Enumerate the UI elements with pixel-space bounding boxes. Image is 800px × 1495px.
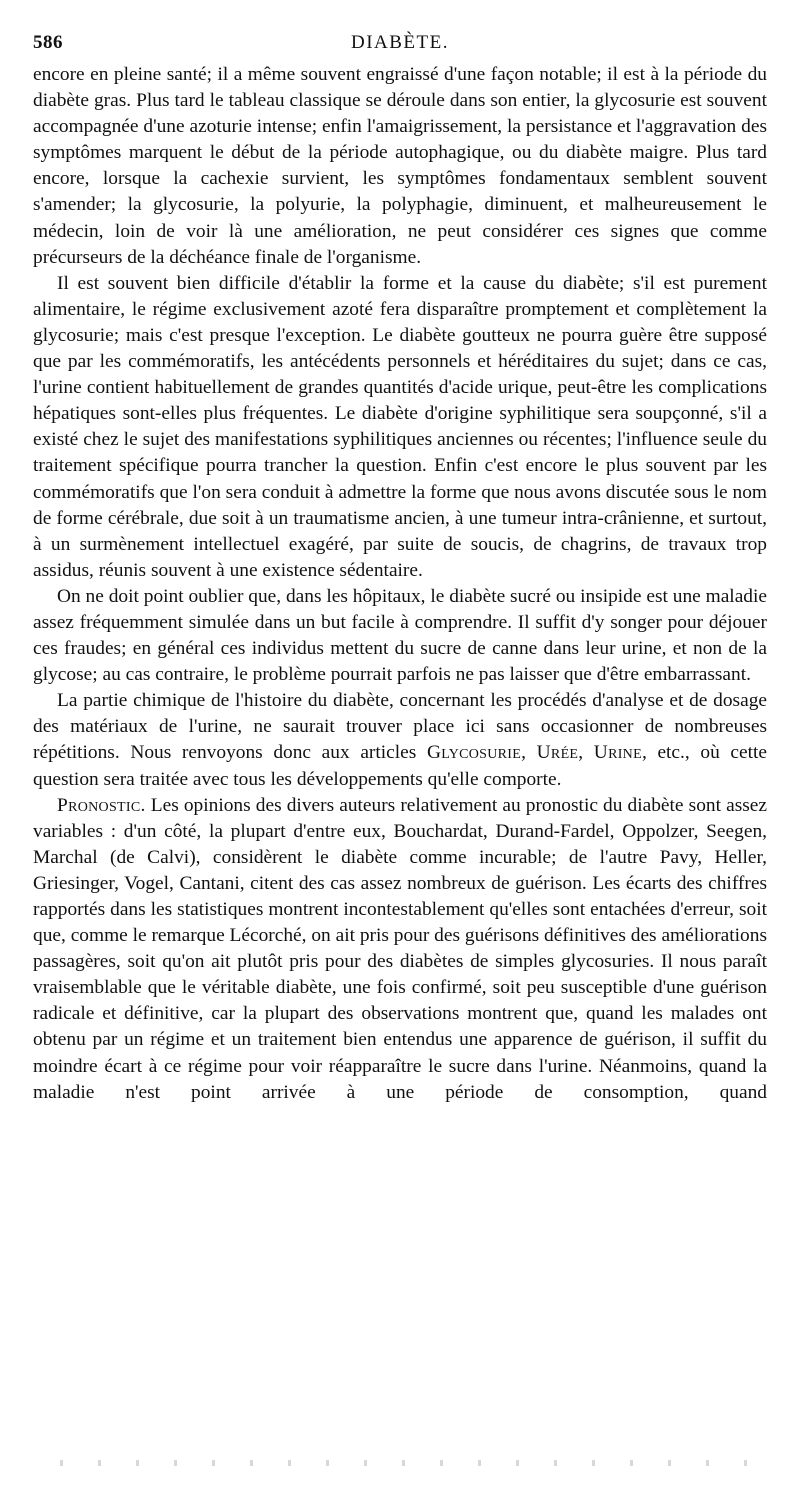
paragraph-4-text-d: , etc., où cette question sera traitée avec tous les développements qu'elle comporte. bbox=[33, 742, 768, 790]
article-ref-glycosurie: Glycosurie bbox=[426, 742, 522, 764]
article-ref-urine: Urine bbox=[593, 742, 642, 764]
paragraph-4 bbox=[33, 688, 767, 792]
paragraph-1: encore en pleine santé; il a même souvent engraissé d'une façon notable; il est à la période du diabète gras. Plus tard le tableau classique se déroule dans son entier, la glycosurie est souvent accompagnée d'une azoturie intense; enfin l'amaigrissement, la persistance et l'aggravation des symptômes marquent le début de la période autophagique, ou du diabète maigre. Plus tard encore, lorsque la cachexie survient, les symptômes fondamentaux semblent souvent s'amender; la glycosurie, la polyurie, la polyphagie, diminuent, et malheureusement le médecin, loin de voir là une amélioration, ne peut considérer ces signes que comme précurseurs de la déchéance finale de l'organisme. bbox=[33, 64, 767, 268]
page-number: 586 bbox=[33, 32, 63, 53]
section-heading-pronostic: Pronostic. bbox=[57, 794, 146, 816]
running-title: DIABÈTE. bbox=[350, 32, 449, 53]
body-text bbox=[33, 62, 767, 1106]
paragraph-3: On ne doit point oublier que, dans les hôpitaux, le diabète sucré ou insipide est une maladie assez fréquemment simulée dans un but facile à comprendre. Il suffit d'y songer pour déjouer ces fraudes; en général ces individus mettent du sucre de canne dans leur urine, et non de la glycose; au cas contraire, le problème pourrait parfois ne pas laisser que d'être embarrassant. bbox=[33, 585, 767, 686]
paragraph-5 bbox=[33, 793, 767, 1106]
paragraph-2: Il est souvent bien difficile d'établir la forme et la cause du diabète; s'il est purement alimentaire, le régime exclusivement azoté fera disparaître promptement et complètement la glycosurie; mais c'est presque l'exception. Le diabète goutteux ne pourra guère être supposé que par les commémoratifs, les antécédents personnels et héréditaires du sujet; dans ce cas, l'urine contient habituellement de grandes quantités d'acide urique, peut-être les complications hépatiques sont-elles plus fréquentes. Le diabète d'origine syphilitique sera soupçonné, s'il a existé chez le sujet des manifestations syphilitiques anciennes ou récentes; l'influence seule du traitement spécifique pourra trancher la question. Enfin c'est encore le plus souvent par les commémoratifs que l'on sera conduit à admettre la forme que nous avons discutée sous le nom de forme cérébrale, due soit à un traumatisme ancien, à une tumeur intra-crânienne, et surtout, à un surmènement intellectuel exagéré, par suite de soucis, de chagrins, de travaux trop assidus, réunis souvent à une existence sédentaire. bbox=[33, 272, 767, 581]
page-header bbox=[33, 32, 767, 56]
article-ref-uree: Urée bbox=[536, 742, 579, 764]
paragraph-5-text: Les opinions des divers auteurs relativement au pronostic du diabète sont assez variables : d'un côté, la plupart d'entre eux, Bouchardat, Durand-Fardel, Oppolzer, Seegen, Marchal (de Calvi), considèrent le diabète comme incurable; de l'autre Pavy, Heller, Griesinger, Vogel, Cantani, citent des cas assez nombreux de guérison. Les écarts des chiffres rapportés dans les statistiques montrent incontestablement qu'elles sont entachées d'erreur, soit que, comme le remarque Lécorché, on ait pris pour des guérisons définitives des améliorations passagères, soit qu'on ait plutôt pris pour des diabètes de simples glycosuries. Il nous paraît vraisemblable que le véritable diabète, une fois confirmé, soit peu susceptible d'une guérison radicale et définitive, car la plupart des observations montrent que, quand les malades ont obtenu par un régime et un traitement bien entendus une apparence de guérison, il suffit du moindre écart à ce régime pour voir réapparaître le sucre dans l'urine. Néanmoins, quand la maladie n'est point arrivée à une période de consomption, quand bbox=[33, 794, 767, 1103]
paragraph-4-sep-1: , bbox=[521, 742, 537, 764]
bleed-through-marks bbox=[60, 1460, 760, 1466]
paragraph-4-sep-2: , bbox=[578, 742, 594, 764]
paragraph-4-text-a: La partie chimique de l'histoire du diabète, concernant les procédés d'analyse et de dosage des matériaux de l'urine, ne saurait trouver place ici sans occasionner de nombreuses répétitions. Nous renvoyons donc aux articles bbox=[33, 690, 767, 764]
